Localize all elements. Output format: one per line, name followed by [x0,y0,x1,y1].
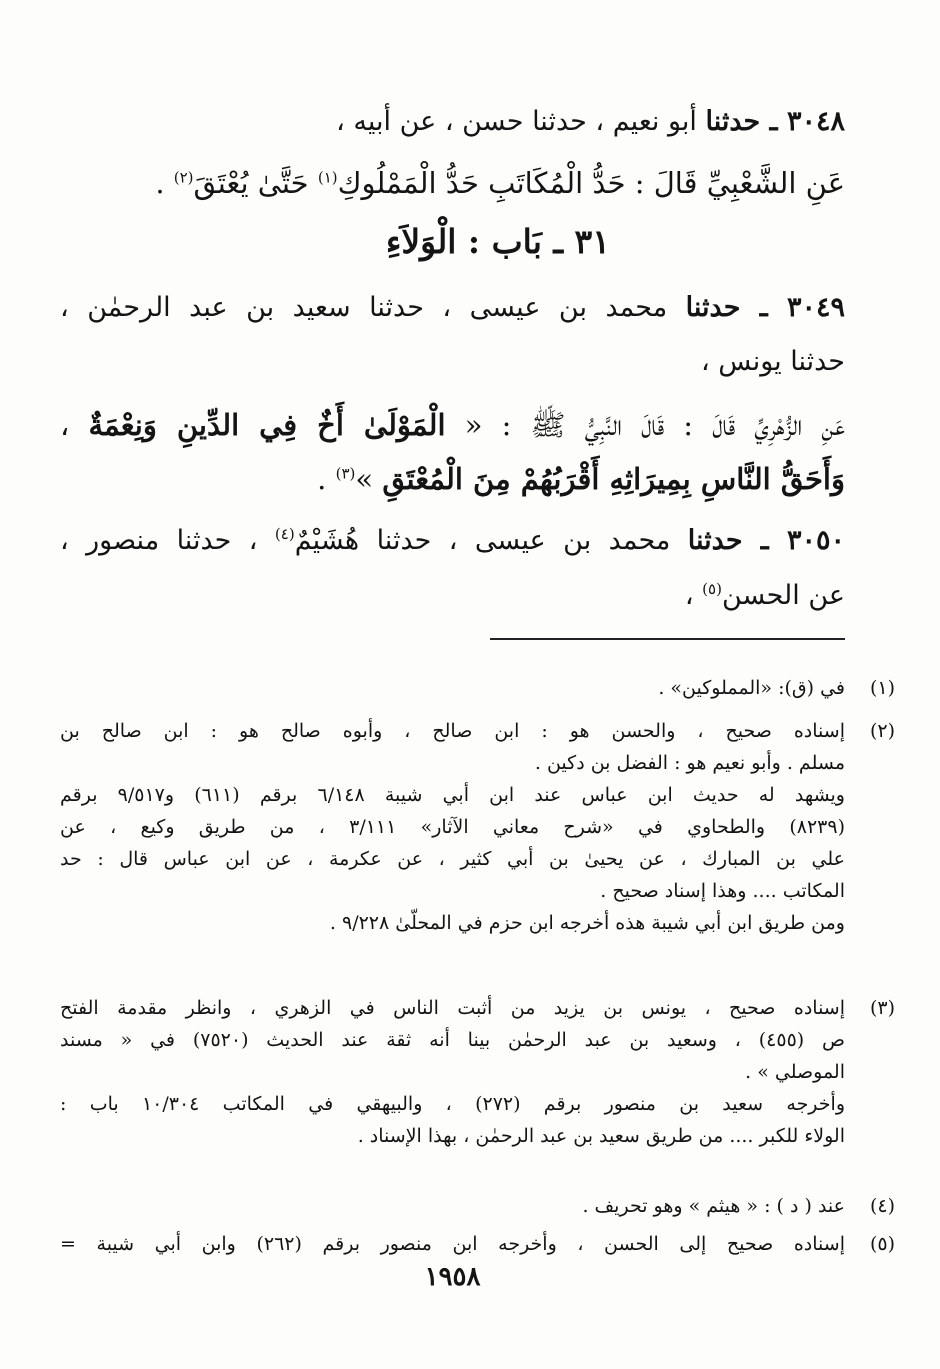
hadith-3050-header: ٣٠٥٠ ـ حدثنا محمد بن عيسى ، حدثنا هُشَيْمٌ$^{(٤)}$ ، حدثنا منصور ، [60,525,845,556]
hadith-3048-text: عَنِ الشَّعْبِيِّ قَالَ : حَدُّ الْمُكَاتَبِ حَدُّ الْمَمْلُوكِ$^{(١)}$ حَتَّىٰ يُعْتَقَ$^{(٢)}$ . [155,166,845,200]
footnote-separator [490,638,845,640]
hadith-3049-text-line2: وَأَحَقُّ النَّاسِ بِمِيرَاثِهِ أَقْرَبُهُمْ مِنَ الْمُعْتَقِ »$^{(٣)}$ . [317,462,845,496]
hadith-3049-text: عَنِ الزُّهْرِيِّ قَالَ : قَالَ النَّبِيُّ ﷺ : « الْمَوْلَىٰ أَخٌ فِي الدِّينِ وَنِعْمَةٌ ، [60,408,846,442]
page-number: ١٩٥٨ [424,1262,481,1292]
book-page [60,0,895,1369]
hadith-3048-header: ٣٠٤٨ ـ حدثنا أبو نعيم ، حدثنا حسن ، عن أبيه ، [336,106,845,137]
chapter-heading: ٣١ ـ بَاب : الْوَلاَءِ [385,222,610,261]
footnote-3: (٣) إسناده صحيح ، يونس بن يزيد من أثبت الناس في الزهري ، وانظر مقدمة الفتح ص (٤٥٥) ، وسعيد بن عبد الرحمٰن بينا أنه ثقة عند الحديث (٧٥٢٠) في « مسند الموصلي » . وأخرجه سعيد بن منصور برقم (٢٧٢) ، والبيهقي في المكاتب ١٠/٣٠٤ باب : الولاء للكبر .... من طريق سعيد بن عبد الرحمٰن ، بهذا الإسناد . [60,997,895,1147]
footnote-1: (١) في (ق): «المملوكين» . [658,677,895,699]
hadith-3049-header: ٣٠٤٩ ـ حدثنا محمد بن عيسى ، حدثنا سعيد بن عبد الرحمٰن ، [60,292,845,323]
hadith-3050-header-line2: عن الحسن$^{(٥)}$ ، [684,580,845,611]
footnote-5: (٥) إسناده صحيح إلى الحسن ، وأخرجه ابن منصور برقم (٢٦٢) وابن أبي شيبة = [60,1233,895,1255]
footnote-4: (٤) عند ( د ) : « هيثم » وهو تحريف . [582,1195,895,1217]
footnote-2: (٢) إسناده صحيح ، والحسن هو : ابن صالح ، وأبوه صالح هو : ابن صالح بن مسلم . وأبو نعيم هو : الفضل بن دكين . ويشهد له حديث ابن عباس عند ابن أبي شيبة ٦/١٤٨ برقم (٦١١) و٩/٥١٧ برقم (٨٢٣٩) والطحاوي في «شرح معاني الآثار» ٣/١١١ ، من طريق وكيع ، عن علي بن المبارك ، عن يحيىٰ بن أبي كثير ، عن عكرمة ، عن ابن عباس قال : حد المكاتب .... وهذا إسناد صحيح . ومن طريق ابن أبي شيبة هذه أخرجه ابن حزم في المحلّىٰ ٩/٢٢٨ . [60,720,895,934]
hadith-3049-header-line2: حدثنا يونس ، [700,346,845,377]
